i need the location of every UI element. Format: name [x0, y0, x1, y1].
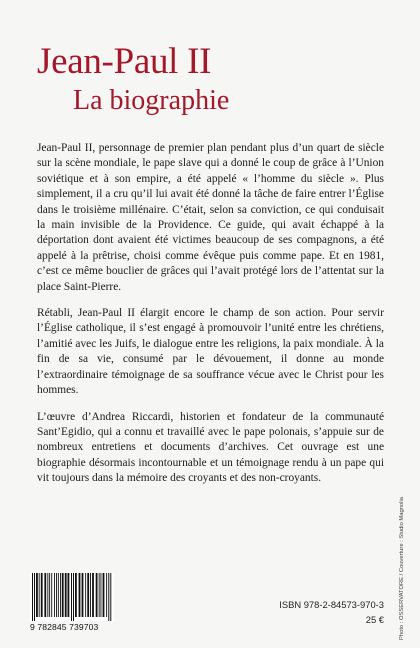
barcode-bar [60, 573, 61, 617]
barcode-bar [56, 573, 57, 617]
barcode-bar [87, 573, 89, 617]
blurb-paragraph-2: Rétabli, Jean-Paul II élargit encore le champ de son action. Pour servir l’Église catholique, il s’est engagé à promouvoir l’unité entre les chrétiens, l’amitié avec les Juifs, le dialogue entre les religions, la paix mondiale. À la fin de sa vie, consumé par le dévouement, il donne au monde l’extraordinaire témoignage de sa souffrance vécue avec le Christ pour les hommes. [37, 307, 384, 397]
barcode-bar [92, 573, 94, 617]
barcode-bar [96, 573, 98, 617]
barcode-bar [99, 573, 100, 617]
barcode-bar [68, 573, 70, 617]
barcode-bar [110, 573, 111, 621]
barcode-bar [73, 573, 74, 621]
barcode-bar [47, 573, 48, 617]
barcode-bar [41, 573, 43, 617]
barcode [30, 573, 114, 621]
barcode-bar [82, 573, 84, 617]
barcode-bar [90, 573, 91, 617]
blurb-paragraph-1: Jean-Paul II, personnage de premier plan pendant plus d’un quart de siècle sur la scène mondiale, le pape slave qui a donné le coup de grâce à l’Union soviétique et à son empire, a été appelé « l’homme du siècle ». Plus simplement, il a cru qu’il lui avait été donné la tâche de faire entrer l’Église dans le troisième millénaire. C’était, selon sa conviction, ce qui conduisait la main invisible de la Providence. Ce guide, qui avait échappé à la déportation dont avaient été victimes beaucoup de ses compagnons, a été appelé à la prêtrise, choisi comme évêque puis comme pape. Et en 1981, c’est ce même bouclier de grâces qui l’avait protégé lors de l’attentat sur la place Saint-Pierre. [37, 142, 384, 293]
barcode-bar [58, 573, 59, 617]
barcode-bar [49, 573, 50, 617]
isbn: ISBN 978-2-84573-970-3 [279, 599, 384, 610]
barcode-bar [108, 573, 109, 621]
book-title: Jean-Paul II [37, 41, 212, 82]
barcode-bar [101, 573, 102, 617]
barcode-bar [32, 573, 33, 621]
barcode-bars [30, 573, 114, 621]
barcode-bar [79, 573, 81, 617]
barcode-bar [54, 573, 55, 617]
blurb [37, 141, 384, 498]
barcode-bar [36, 573, 38, 617]
barcode-bar [75, 573, 77, 617]
barcode-bar [62, 573, 64, 617]
barcode-bar [71, 573, 72, 621]
barcode-digits: 9 782845 739703 [30, 622, 99, 632]
barcode-bar [34, 573, 35, 621]
price: 25 € [365, 614, 384, 625]
blurb-paragraph-3: L’œuvre d’Andrea Riccardi, historien et fondateur de la communauté Sant’Egidio, qui a connu et travaillé avec le pape polonais, s’appuie sur de nombreux entretiens et documents d’archives. Cet ouvrage est une biographie désormais incontournable et un témoignage rendu à un pape qui vit toujours dans la mémoire des croyants et des non-croyants. [37, 410, 384, 485]
barcode-bar [39, 573, 40, 617]
barcode-bar [44, 573, 46, 617]
barcode-bar [51, 573, 52, 617]
barcode-bar [85, 573, 86, 617]
photo-credit: Photo : OSSERVATORE / Couverture : Studio Magnolia [399, 497, 405, 640]
barcode-bar [106, 573, 107, 617]
barcode-bar [103, 573, 105, 617]
barcode-bar [65, 573, 67, 617]
book-subtitle: La biographie [73, 85, 230, 116]
